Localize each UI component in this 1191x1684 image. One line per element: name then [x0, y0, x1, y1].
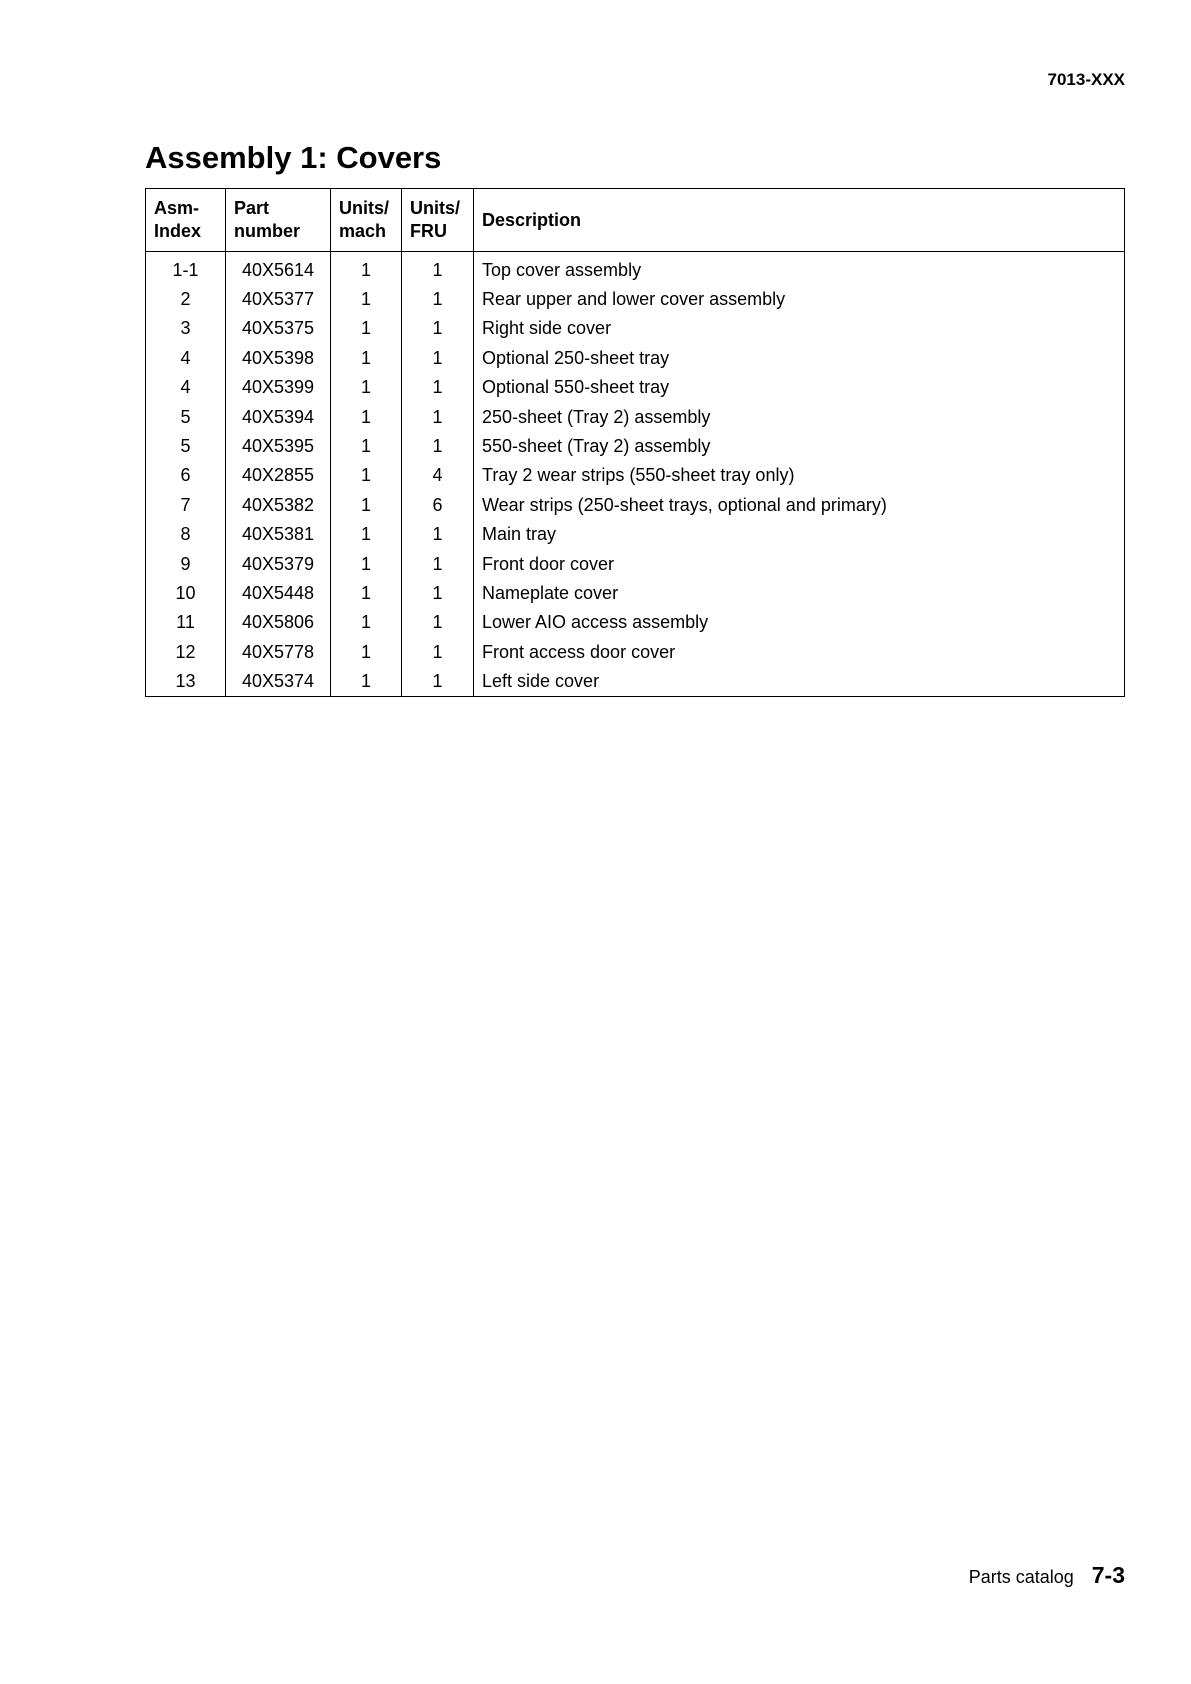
parts-table — [145, 188, 1125, 697]
description-cell: Top cover assembly — [474, 252, 1125, 285]
table-row — [146, 549, 1125, 578]
asm-index-cell: 5 — [146, 402, 226, 431]
units-mach-cell: 1 — [331, 637, 402, 666]
table-row — [146, 666, 1125, 696]
units-fru-cell: 1 — [402, 314, 474, 343]
description-cell: Optional 550-sheet tray — [474, 373, 1125, 402]
table-row — [146, 373, 1125, 402]
units-mach-cell: 1 — [331, 431, 402, 460]
table-row — [146, 431, 1125, 460]
units-fru-cell: 1 — [402, 637, 474, 666]
asm-index-cell: 5 — [146, 431, 226, 460]
part-number-cell: 40X5448 — [226, 578, 331, 607]
column-header-description: Description — [474, 189, 1125, 252]
part-number-cell: 40X5375 — [226, 314, 331, 343]
table-header-row — [146, 189, 1125, 252]
asm-index-cell: 3 — [146, 314, 226, 343]
units-fru-cell: 1 — [402, 578, 474, 607]
units-fru-cell: 1 — [402, 549, 474, 578]
description-cell: Rear upper and lower cover assembly — [474, 284, 1125, 313]
part-number-cell: 40X5778 — [226, 637, 331, 666]
units-mach-cell: 1 — [331, 284, 402, 313]
asm-index-cell: 7 — [146, 490, 226, 519]
description-cell: Main tray — [474, 520, 1125, 549]
part-number-cell: 40X5395 — [226, 431, 331, 460]
asm-index-cell: 2 — [146, 284, 226, 313]
part-number-cell: 40X5394 — [226, 402, 331, 431]
description-cell: Nameplate cover — [474, 578, 1125, 607]
units-fru-cell: 1 — [402, 666, 474, 696]
units-fru-cell: 1 — [402, 608, 474, 637]
footer-section-label: Parts catalog — [968, 1567, 1074, 1587]
units-mach-cell: 1 — [331, 252, 402, 285]
units-fru-cell: 1 — [402, 520, 474, 549]
units-mach-cell: 1 — [331, 314, 402, 343]
table-row — [146, 490, 1125, 519]
description-cell: Wear strips (250-sheet trays, optional and primary) — [474, 490, 1125, 519]
part-number-cell: 40X2855 — [226, 461, 331, 490]
document-code: 7013-XXX — [1047, 70, 1125, 89]
units-fru-cell: 1 — [402, 431, 474, 460]
table-row — [146, 314, 1125, 343]
part-number-cell: 40X5398 — [226, 343, 331, 372]
asm-index-cell: 9 — [146, 549, 226, 578]
table-row — [146, 637, 1125, 666]
units-mach-cell: 1 — [331, 373, 402, 402]
units-mach-cell: 1 — [331, 490, 402, 519]
units-mach-cell: 1 — [331, 578, 402, 607]
description-cell: Right side cover — [474, 314, 1125, 343]
description-cell: Lower AIO access assembly — [474, 608, 1125, 637]
units-mach-cell: 1 — [331, 520, 402, 549]
table-row — [146, 284, 1125, 313]
table-row — [146, 578, 1125, 607]
description-cell: Front door cover — [474, 549, 1125, 578]
part-number-cell: 40X5614 — [226, 252, 331, 285]
asm-index-cell: 13 — [146, 666, 226, 696]
units-mach-cell: 1 — [331, 608, 402, 637]
description-cell: 550-sheet (Tray 2) assembly — [474, 431, 1125, 460]
page-number: 7-3 — [1091, 1562, 1125, 1588]
asm-index-cell: 10 — [146, 578, 226, 607]
units-fru-cell: 1 — [402, 343, 474, 372]
units-fru-cell: 1 — [402, 252, 474, 285]
description-cell: Optional 250-sheet tray — [474, 343, 1125, 372]
column-header-asm-index: Asm- Index — [146, 189, 226, 252]
units-mach-cell: 1 — [331, 343, 402, 372]
part-number-cell: 40X5381 — [226, 520, 331, 549]
units-fru-cell: 1 — [402, 373, 474, 402]
units-fru-cell: 1 — [402, 284, 474, 313]
asm-index-cell: 4 — [146, 343, 226, 372]
part-number-cell: 40X5374 — [226, 666, 331, 696]
description-cell: Left side cover — [474, 666, 1125, 696]
units-fru-cell: 6 — [402, 490, 474, 519]
description-cell: Tray 2 wear strips (550-sheet tray only) — [474, 461, 1125, 490]
table-row — [146, 608, 1125, 637]
part-number-cell: 40X5399 — [226, 373, 331, 402]
column-header-units-fru: Units/ FRU — [402, 189, 474, 252]
part-number-cell: 40X5377 — [226, 284, 331, 313]
asm-index-cell: 4 — [146, 373, 226, 402]
table-row — [146, 461, 1125, 490]
part-number-cell: 40X5382 — [226, 490, 331, 519]
units-mach-cell: 1 — [331, 666, 402, 696]
table-row — [146, 343, 1125, 372]
table-row — [146, 252, 1125, 285]
asm-index-cell: 8 — [146, 520, 226, 549]
part-number-cell: 40X5379 — [226, 549, 331, 578]
units-mach-cell: 1 — [331, 402, 402, 431]
column-header-part-number: Part number — [226, 189, 331, 252]
page-footer — [969, 1562, 1125, 1589]
table-row — [146, 520, 1125, 549]
asm-index-cell: 12 — [146, 637, 226, 666]
part-number-cell: 40X5806 — [226, 608, 331, 637]
units-mach-cell: 1 — [331, 461, 402, 490]
page-title: Assembly 1: Covers — [145, 140, 442, 175]
asm-index-cell: 6 — [146, 461, 226, 490]
table-row — [146, 402, 1125, 431]
description-cell: Front access door cover — [474, 637, 1125, 666]
column-header-units-mach: Units/ mach — [331, 189, 402, 252]
description-cell: 250-sheet (Tray 2) assembly — [474, 402, 1125, 431]
asm-index-cell: 11 — [146, 608, 226, 637]
units-fru-cell: 4 — [402, 461, 474, 490]
units-fru-cell: 1 — [402, 402, 474, 431]
units-mach-cell: 1 — [331, 549, 402, 578]
asm-index-cell: 1-1 — [146, 252, 226, 285]
